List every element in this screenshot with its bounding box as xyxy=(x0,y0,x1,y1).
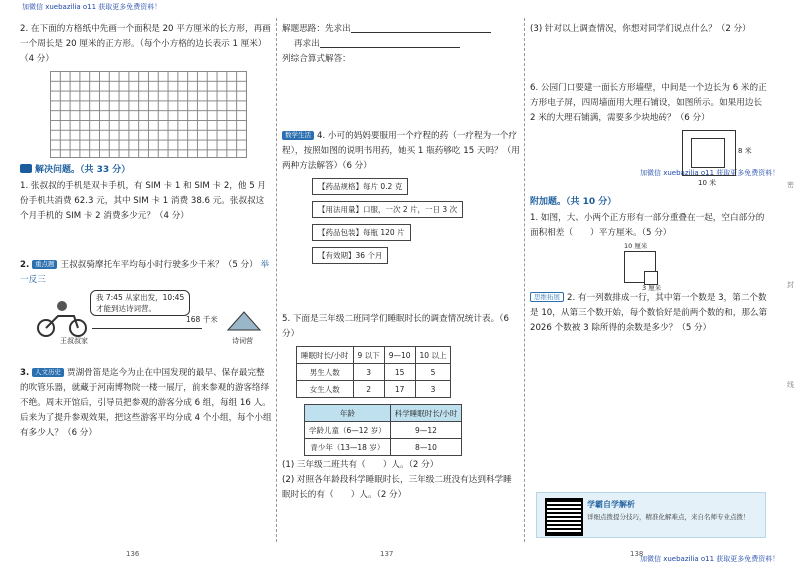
cell: 学龄儿童（6—12 岁） xyxy=(305,422,391,439)
big-square-label: 10 厘米 xyxy=(624,242,648,250)
cell: 青少年（13—18 岁） xyxy=(305,439,391,456)
tag-history: 人文历史 xyxy=(32,368,64,377)
th: 睡眠时长/小时 xyxy=(297,347,354,364)
page-number-138: 138 xyxy=(630,550,644,558)
cell: 男生人数 xyxy=(297,364,354,381)
dest-label: 诗词营 xyxy=(232,337,253,345)
column-page-137 xyxy=(282,10,520,544)
drug-pack: 【药品包装】每瓶 120 片 xyxy=(312,224,411,241)
motorbike-illustration xyxy=(20,288,272,350)
cell: 3 xyxy=(415,381,451,398)
bonus-heading: 附加题。（共 10 分） xyxy=(530,197,617,207)
age-sleep-table xyxy=(304,404,462,456)
column-divider xyxy=(524,18,525,542)
route-line xyxy=(92,328,202,329)
problem-4: 数学生活 4. 小可的妈妈要服用一个疗程的药（一疗程为一个疗程），按照如图的说明书用药，她买 1 瓶药够吃 15 天吗？（用两种方法解答）（6 分） xyxy=(282,131,520,171)
section-icon xyxy=(20,164,32,173)
binding-label: 密 xyxy=(787,181,794,189)
fig-height-label: 8 米 xyxy=(738,147,752,155)
th: 科学睡眠时长/小时 xyxy=(390,405,462,422)
problem-1: 1. 张叔叔的手机是双卡手机，有 SIM 卡 1 和 SIM 卡 2，他 5 月份手机共消费 62.3 元，其中 SIM 卡 1 消费 38.6 元。张叔叔这个月手机的 SIM 卡 2 消费多少元？（4 分） xyxy=(20,181,267,221)
cell: 女生人数 xyxy=(297,381,354,398)
self-study-banner[interactable] xyxy=(536,492,766,538)
page-number-137: 137 xyxy=(380,550,394,558)
cell: 17 xyxy=(384,381,415,398)
drug-expiry: 【有效期】36 个月 xyxy=(312,247,388,264)
screen-square xyxy=(691,138,725,168)
answer-blank[interactable] xyxy=(320,37,460,48)
tag-key: 重点题 xyxy=(32,260,58,269)
problem-5: 5. 下面是三年级二班同学们睡眠时长的调查情况统计表。（6 分） xyxy=(282,314,509,339)
banner-title: 学霸自学解析 xyxy=(587,500,635,509)
column-page-136 xyxy=(20,10,272,544)
formula-prompt: 列综合算式解答： xyxy=(282,54,351,64)
tag-life: 数学生活 xyxy=(282,131,314,140)
sub-question-2: (2) 对照各年龄段科学睡眠时长，三年级二班没有达到科学睡眠时长的有（ ）人。（2 分） xyxy=(282,475,512,500)
bonus-1: 1. 如图，大、小两个正方形有一部分重叠在一起，空白部分的面积相差（ ）平方厘米。（5 分） xyxy=(530,213,765,238)
section-heading: 解决问题。（共 33 分） xyxy=(20,162,272,175)
sleep-table xyxy=(296,346,451,398)
problem-3: 3. 人文历史 贾湖骨笛是迄今为止在中国发现的最早、保存最完整的吹管乐器，就藏于河南博物院一楼一展厅，前来参观的游客络绎不绝。周末开馆后，引导员把参观的游客分成 6 组，每组 16 人。后来为了提升参观效果，把这些游客平均分成 4 个小组，每个小组有多少人？（6 分） xyxy=(20,368,272,438)
drug-label xyxy=(312,174,520,266)
sub-question-3: (3) 针对以上调查情况，你想对同学们说点什么？（2 分） xyxy=(530,24,751,34)
page-number-136: 136 xyxy=(126,550,140,558)
camp-icon xyxy=(224,308,264,332)
sub-question-1: (1) 三年级二班共有（ ）人。（2 分） xyxy=(282,460,439,470)
th: 9—10 xyxy=(384,347,415,364)
th: 年龄 xyxy=(305,405,391,422)
fig-width-label: 10 米 xyxy=(698,179,717,187)
qr-code-icon[interactable] xyxy=(545,498,583,536)
cell: 9—12 xyxy=(390,422,462,439)
binding-label: 线 xyxy=(787,381,794,389)
square-grid[interactable] xyxy=(50,71,247,158)
banner-desc: 详细点拨提分技巧，精准化解难点，来自名师专业点拨！ xyxy=(587,513,750,521)
drug-usage: 【用法用量】口服，一次 2 片，一日 3 次 xyxy=(312,201,463,218)
cell: 3 xyxy=(353,364,384,381)
answer-blank[interactable] xyxy=(351,22,491,33)
bonus-2: 思维拓展 2. 有一列数排成一行，其中第一个数是 3，第二个数是 10，从第三个数开始，每个数恰好是前两个数的和，那么第 2026 个数被 3 除所得的余数是多少？（5 分） xyxy=(530,293,768,333)
motorbike-icon xyxy=(34,298,90,338)
problem-2: 2. 重点题 王叔叔骑摩托车平均每小时行驶多少千米？（5 分） 举一反三 xyxy=(20,260,270,285)
cell: 5 xyxy=(415,364,451,381)
small-square-label: 3 厘米 xyxy=(642,284,662,292)
binding-label: 封 xyxy=(787,281,794,289)
watermark-top: 加微信 xuebazilia o11 获取更多免费资料！ xyxy=(22,3,162,11)
wall-figure xyxy=(530,126,770,190)
idea-line-2: 再求出 xyxy=(294,37,520,52)
speech-bubble: 我 7:45 从家出发，10:45 才能到达诗词营。 xyxy=(90,290,190,316)
home-label: 王叔叔家 xyxy=(60,337,88,345)
th: 9 以下 xyxy=(353,347,384,364)
link-related[interactable]: 举一反三 xyxy=(20,260,270,285)
watermark-bottom: 加微信 xuebazilia o11 获取更多免费资料！ xyxy=(640,555,780,563)
drug-spec: 【药品规格】每片 0.2 克 xyxy=(312,178,408,195)
th: 10 以上 xyxy=(415,347,451,364)
question-2-grid: 2. 在下面的方格纸中先画一个面积是 20 平方厘米的长方形，再画一个周长是 20 厘米的正方形。（每个小方格的边长表示 1 厘米）（4 分） xyxy=(20,24,271,64)
idea-line-1: 解题思路：先求出 xyxy=(282,22,520,37)
cell: 15 xyxy=(384,364,415,381)
tag-thinking: 思维拓展 xyxy=(530,292,564,302)
problem-6: 6. 公园门口要建一面长方形墙壁，中间是一个边长为 6 米的正方形电子屏，四周墙面用大理石铺设，如图所示。如果用边长 2 米的大理石铺满，需要多少块地砖？（6 分） xyxy=(530,83,767,123)
watermark-mid: 加微信 xuebazilia o11 获取更多免费资料！ xyxy=(640,169,780,177)
cell: 8—10 xyxy=(390,439,462,456)
squares-figure xyxy=(530,241,770,291)
cell: 2 xyxy=(353,381,384,398)
column-page-138 xyxy=(530,10,770,544)
column-divider xyxy=(276,18,277,542)
distance-label: 168 千米 xyxy=(186,315,218,324)
